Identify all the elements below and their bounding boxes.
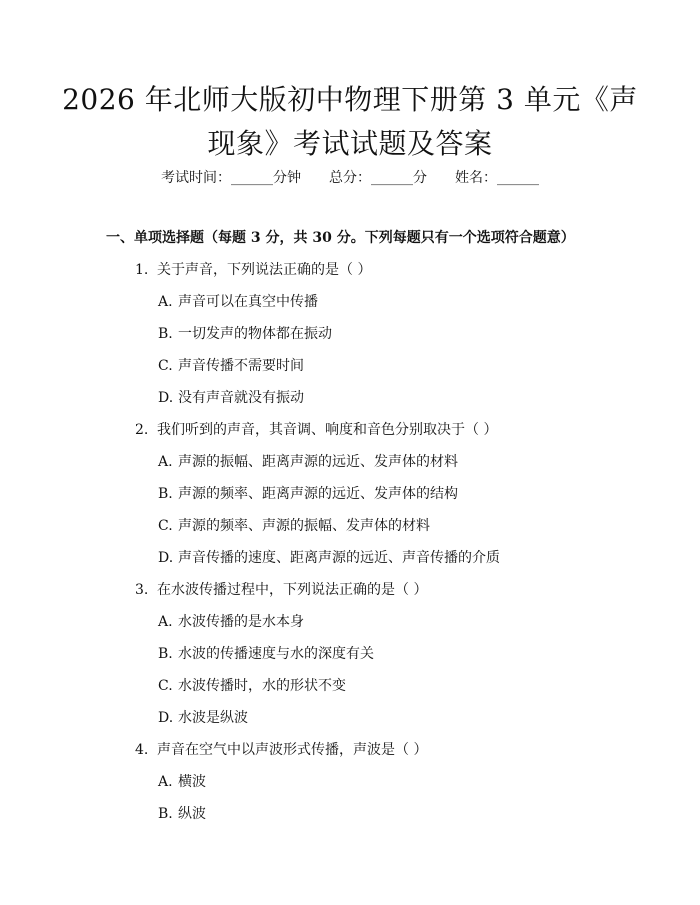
question-stem: 在水波传播过程中，下列说法正确的是（ ） <box>157 582 428 598</box>
option-letter: B. <box>158 646 173 662</box>
option-text: 没有声音就没有振动 <box>178 390 304 406</box>
option-text: 声音传播的速度、距离声源的远近、声音传播的介质 <box>178 550 500 566</box>
option-text: 横波 <box>178 774 206 790</box>
question-number: 3. <box>135 582 149 598</box>
option-3c <box>158 676 346 696</box>
option-1a <box>158 292 318 312</box>
option-2a <box>158 452 458 472</box>
option-3b <box>158 644 374 664</box>
option-letter: A. <box>158 294 173 310</box>
option-2c <box>158 516 430 536</box>
section-heading: 一、单项选择题（每题 3 分，共 30 分。下列每题只有一个选项符合题意） <box>106 230 575 246</box>
option-letter: C. <box>158 678 173 694</box>
question-1 <box>135 260 371 280</box>
option-letter: C. <box>158 358 173 374</box>
option-3d <box>158 708 248 728</box>
option-letter: B. <box>158 326 173 342</box>
question-number: 4. <box>135 742 149 758</box>
question-number: 1. <box>135 262 149 278</box>
option-text: 声源的频率、声源的振幅、发声体的材料 <box>178 518 430 534</box>
exam-score: 总分：______分 <box>329 170 427 186</box>
exam-time: 考试时间：______分钟 <box>161 170 301 186</box>
question-stem: 声音在空气中以声波形式传播，声波是（ ） <box>157 742 428 758</box>
question-stem: 我们听到的声音，其音调、响度和音色分别取决于（ ） <box>157 422 498 438</box>
question-stem: 关于声音，下列说法正确的是（ ） <box>157 262 372 278</box>
option-letter: D. <box>158 550 174 566</box>
option-2b <box>158 484 458 504</box>
option-letter: B. <box>158 486 173 502</box>
page-title-line-2: 现象》考试试题及答案 <box>207 127 493 160</box>
option-4b <box>158 804 206 824</box>
option-letter: A. <box>158 614 173 630</box>
option-letter: C. <box>158 518 173 534</box>
option-text: 声源的频率、距离声源的远近、发声体的结构 <box>178 486 458 502</box>
option-letter: A. <box>158 774 173 790</box>
option-text: 纵波 <box>178 806 206 822</box>
option-text: 水波的传播速度与水的深度有关 <box>178 646 374 662</box>
option-text: 声音可以在真空中传播 <box>178 294 318 310</box>
option-3a <box>158 612 304 632</box>
option-letter: D. <box>158 390 174 406</box>
option-text: 水波是纵波 <box>178 710 248 726</box>
student-name: 姓名：______ <box>455 170 539 186</box>
option-text: 一切发声的物体都在振动 <box>178 326 332 342</box>
option-1b <box>158 324 332 344</box>
option-text: 水波传播的是水本身 <box>178 614 304 630</box>
question-3 <box>135 580 427 600</box>
exam-info <box>0 168 700 188</box>
option-4a <box>158 772 206 792</box>
question-number: 2. <box>135 422 149 438</box>
question-2 <box>135 420 497 440</box>
option-2d <box>158 548 500 568</box>
option-1c <box>158 356 304 376</box>
option-letter: A. <box>158 454 173 470</box>
option-text: 声音传播不需要时间 <box>178 358 304 374</box>
option-letter: B. <box>158 806 173 822</box>
option-letter: D. <box>158 710 174 726</box>
option-1d <box>158 388 304 408</box>
page-title-line-1: 2026 年北师大版初中物理下册第 3 单元《声 <box>62 83 638 116</box>
option-text: 水波传播时，水的形状不变 <box>178 678 346 694</box>
option-text: 声源的振幅、距离声源的远近、发声体的材料 <box>178 454 458 470</box>
question-4 <box>135 740 427 760</box>
